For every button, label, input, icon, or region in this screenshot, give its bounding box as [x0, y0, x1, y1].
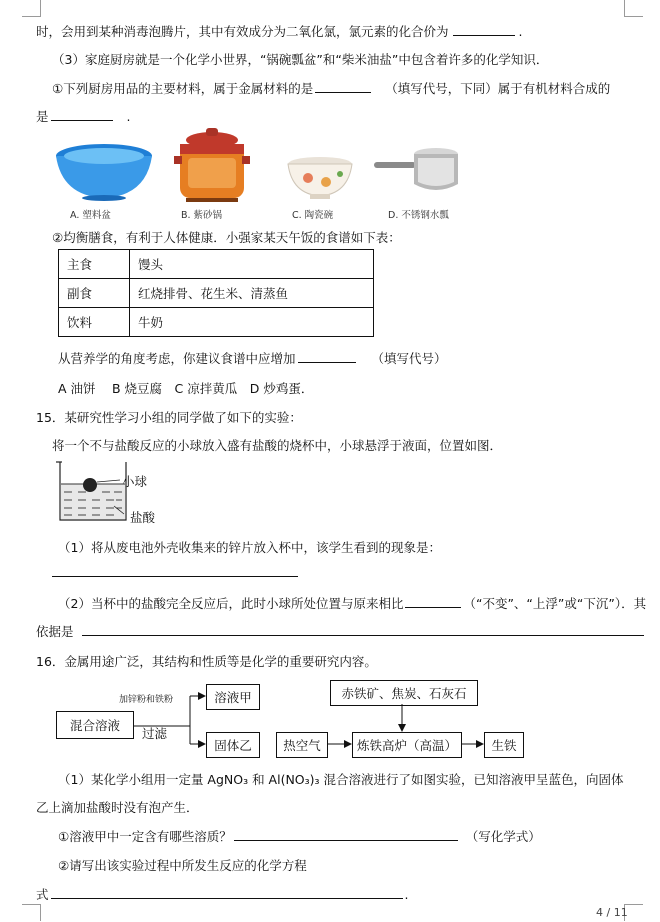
mixed-solution-box: 混合溶液: [56, 711, 134, 739]
nutrition-line: 从营养学的角度考虑，你建议食谱中应增加 （填写代号）: [58, 351, 447, 366]
pig-iron-box: 生铁: [484, 732, 524, 758]
corner-mark-top-left: [22, 0, 41, 17]
corner-mark-top-right: [624, 0, 643, 17]
raw-materials-box: 赤铁矿、焦炭、石灰石: [330, 680, 478, 706]
ceramic-bowl-image: [288, 157, 352, 199]
nutrition-options: A 油饼 B 烧豆腐 C 凉拌黄瓜 D 炒鸡蛋．: [58, 381, 314, 396]
text-line-1: 时，会用到某种消毒泡腾片，其中有效成分为二氧化氯，氯元素的化合价为 .: [36, 24, 523, 39]
table-row: 主食 馒头: [59, 250, 374, 279]
q15-1-answer-line: [52, 564, 298, 580]
q16-title: 16．金属用途广泛，其结构和性质等是化学的重要研究内容。: [36, 654, 377, 669]
clay-pot-image: [174, 128, 250, 202]
q16-1-line-a: （1）某化学小组用一定量 AgNO₃ 和 Al(NO₃)₃ 混合溶液进行了如图实验，已知溶液甲呈蓝色，向固体: [58, 772, 624, 787]
q15-2: （2）当杯中的盐酸完全反应后，此时小球所处位置与原来相比 （“不变”、“上浮”或“下沉”）．其: [58, 596, 647, 611]
q3-2-line: ②均衡膳食，有利于人体健康．小强家某天午饭的食谱如下表：: [52, 230, 401, 245]
q16-1-line-d: ②请写出该实验过程中所发生反应的化学方程: [58, 858, 307, 873]
item-caption-d: D. 不锈钢水瓢: [388, 210, 449, 221]
reagent-label: 加锌粉和铁粉: [119, 695, 174, 705]
table-row: 饮料 牛奶: [59, 308, 374, 337]
solution-a-box: 溶液甲: [206, 684, 260, 710]
q15-2-basis: 依据是: [36, 622, 644, 640]
table-row: 副食 红烧排骨、花生米、清蒸鱼: [59, 279, 374, 308]
nutrition-blank[interactable]: [298, 350, 356, 363]
q3-intro: （3）家庭厨房就是一个化学小世界，“锅碗瓢盆”和“柴米油盐”中包含着许多的化学知识．: [52, 52, 549, 67]
plastic-basin-image: [56, 144, 152, 201]
q3-1-line-2: 是 .: [36, 109, 131, 124]
q16-1-line-c: ①溶液甲中一定含有哪些溶质？ （写化学式）: [58, 829, 541, 844]
organic-material-blank[interactable]: [51, 108, 113, 121]
filter-label: 过滤: [142, 726, 168, 741]
item-caption-b: B. 紫砂锅: [181, 210, 223, 221]
lunch-menu-table: [58, 249, 374, 337]
item-caption-c: C. 陶瓷碗: [292, 210, 334, 221]
solid-b-box: 固体乙: [206, 732, 260, 758]
solutes-blank[interactable]: [234, 828, 458, 841]
blast-furnace-box: 炼铁高炉（高温）: [352, 732, 462, 758]
corner-mark-bottom-left: [22, 904, 41, 921]
beaker-label-acid: 盐酸: [130, 510, 156, 525]
q15-title: 15．某研究性学习小组的同学做了如下的实验：: [36, 410, 302, 425]
hot-air-box: 热空气: [276, 732, 328, 758]
q15-desc: 将一个不与盐酸反应的小球放入盛有盐酸的烧杯中，小球悬浮于液面，位置如图．: [52, 438, 503, 453]
beaker-label-ball: 小球: [122, 474, 148, 489]
steel-ladle-image: [374, 148, 458, 190]
equation-blank[interactable]: [51, 886, 403, 899]
page-number: 4 / 11: [596, 906, 628, 919]
ball-icon: [83, 478, 97, 492]
metal-material-blank[interactable]: [315, 80, 371, 93]
q15-1: （1）将从废电池外壳收集来的锌片放入杯中，该学生看到的现象是：: [58, 540, 441, 555]
q16-1-line-b: 乙上滴加盐酸时没有泡产生．: [36, 800, 199, 815]
zinc-phenomenon-blank[interactable]: [52, 564, 298, 577]
ball-position-blank[interactable]: [405, 595, 461, 608]
basis-blank[interactable]: [82, 623, 644, 636]
q3-1-line: ①下列厨房用品的主要材料，属于金属材料的是 （填写代号，下同）属于有机材料合成的: [52, 81, 611, 96]
item-caption-a: A. 塑料盆: [70, 210, 111, 221]
answer-blank[interactable]: [453, 23, 515, 36]
q16-1-line-e: 式 .: [36, 887, 409, 902]
